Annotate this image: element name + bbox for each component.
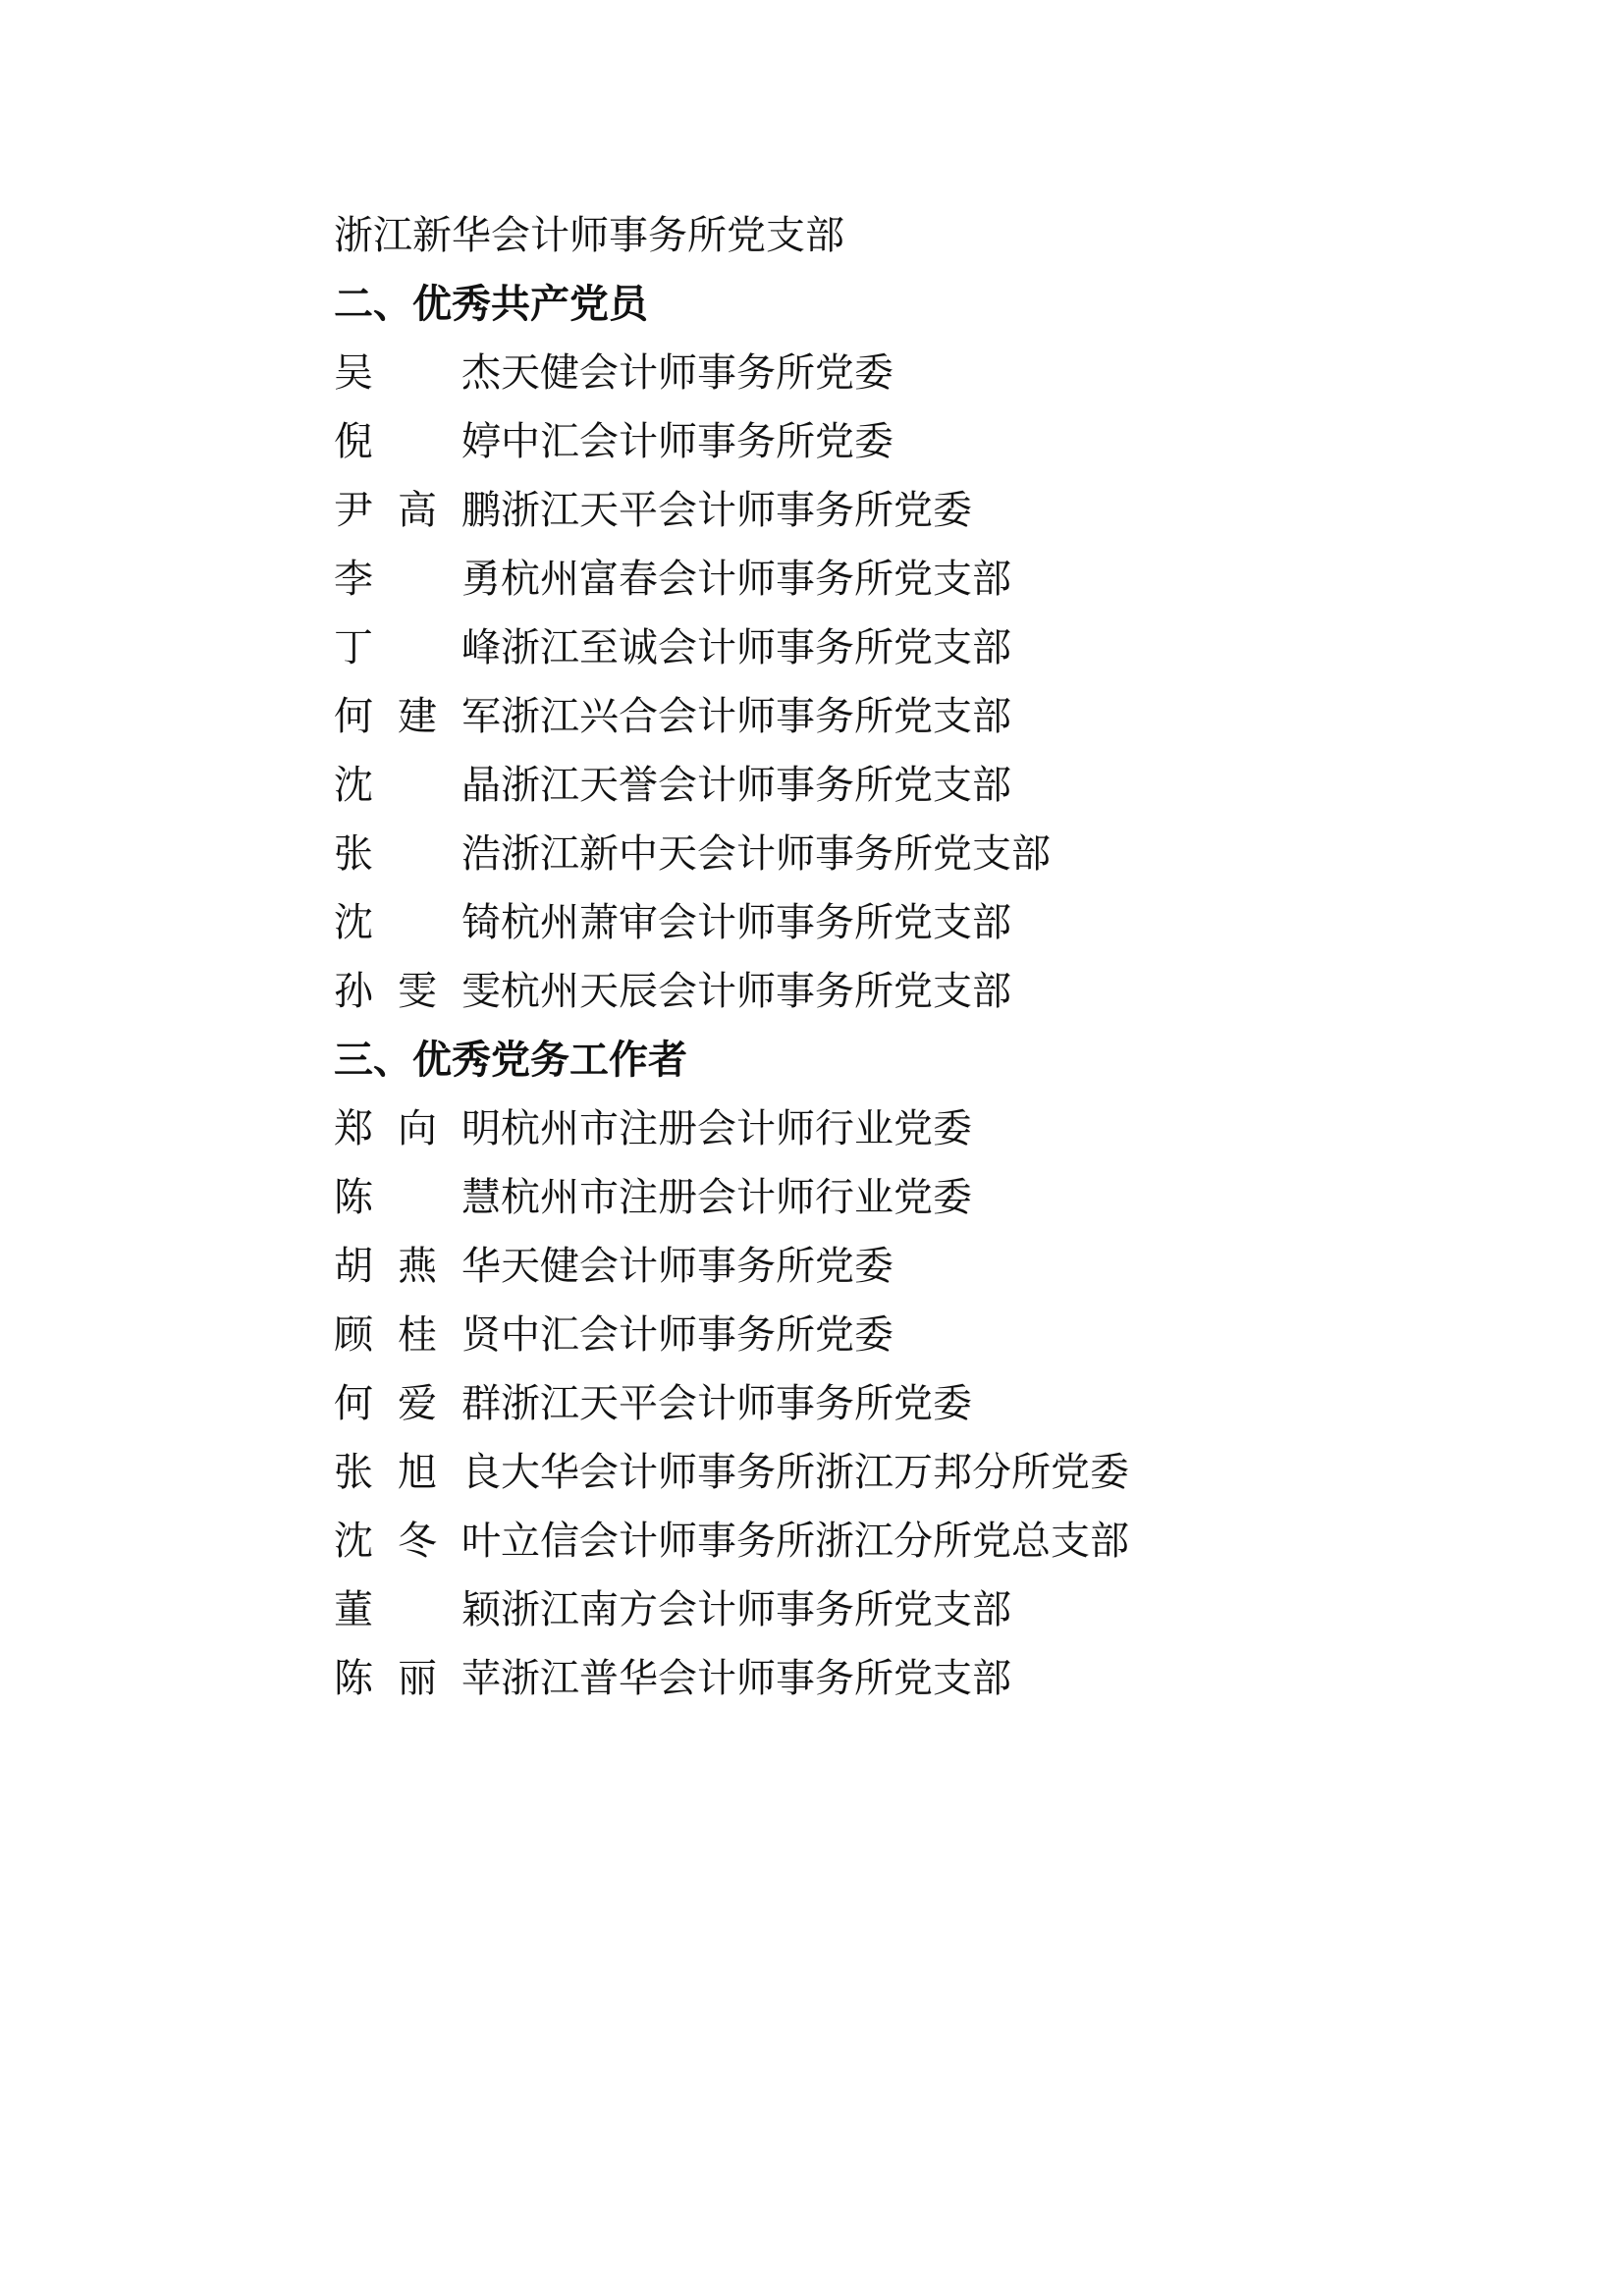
list-item [334,1644,1316,1713]
list-item [334,1232,1316,1301]
person-name: 张 浩 [334,831,501,877]
list-item [334,888,1316,957]
person-name: 尹 高 鹏 [334,488,501,533]
person-name: 沈 锜 [334,900,501,945]
organization-name: 天健会计师事务所党委 [501,350,893,396]
list-item [334,1095,1316,1163]
list-item [334,1301,1316,1369]
person-name: 陈 慧 [334,1175,501,1220]
list-item [334,957,1316,1026]
organization-name: 中汇会计师事务所党委 [501,1312,893,1358]
list-item [334,820,1316,888]
person-name: 何 爱 群 [334,1381,501,1426]
person-name: 吴 杰 [334,350,501,396]
organization-name: 天健会计师事务所党委 [501,1244,893,1289]
list-item [334,1575,1316,1644]
organization-name: 浙江新中天会计师事务所党支部 [501,831,1051,877]
list-item [334,545,1316,614]
section-heading: 三、优秀党务工作者 [334,1038,687,1083]
organization-name: 浙江天平会计师事务所党委 [501,488,972,533]
list-item [334,751,1316,820]
organization-name: 杭州市注册会计师行业党委 [501,1175,972,1220]
person-name: 孙 雯 雯 [334,969,501,1014]
organization-name: 浙江兴合会计师事务所党支部 [501,694,1011,739]
person-name: 沈 冬 叶 [334,1519,501,1564]
organization-name: 杭州市注册会计师行业党委 [501,1106,972,1151]
person-name: 张 旭 良 [334,1450,501,1495]
list-item [334,1163,1316,1232]
list-item [334,339,1316,407]
organization-name: 中汇会计师事务所党委 [501,419,893,464]
organization-name: 浙江天平会计师事务所党委 [501,1381,972,1426]
person-name: 董 颖 [334,1587,501,1632]
organization-name: 杭州萧审会计师事务所党支部 [501,900,1011,945]
document-body [334,201,1316,1713]
list-item [334,407,1316,476]
organization-name: 浙江南方会计师事务所党支部 [501,1587,1011,1632]
list-item [334,1369,1316,1438]
organization-name: 浙江天誉会计师事务所党支部 [501,763,1011,808]
person-name: 沈 晶 [334,763,501,808]
person-name: 郑 向 明 [334,1106,501,1151]
organization-name: 杭州富春会计师事务所党支部 [501,557,1011,602]
list-item [334,1507,1316,1575]
organization-name: 大华会计师事务所浙江万邦分所党委 [501,1450,1129,1495]
list-item [334,682,1316,751]
person-name: 丁 峰 [334,625,501,670]
organization-name: 浙江至诚会计师事务所党支部 [501,625,1011,670]
list-item [334,476,1316,545]
list-item [334,1438,1316,1507]
person-name: 倪 婷 [334,419,501,464]
person-name: 顾 桂 贤 [334,1312,501,1358]
organization-name: 杭州天辰会计师事务所党支部 [501,969,1011,1014]
section-heading: 二、优秀共产党员 [334,282,648,327]
organization-name: 浙江普华会计师事务所党支部 [501,1656,1011,1701]
organization-name: 立信会计师事务所浙江分所党总支部 [501,1519,1129,1564]
list-item [334,614,1316,682]
person-name: 李 勇 [334,557,501,602]
person-name: 胡 燕 华 [334,1244,501,1289]
person-name: 陈 丽 苹 [334,1656,501,1701]
person-name: 何 建 军 [334,694,501,739]
text-line: 浙江新华会计师事务所党支部 [334,213,844,258]
